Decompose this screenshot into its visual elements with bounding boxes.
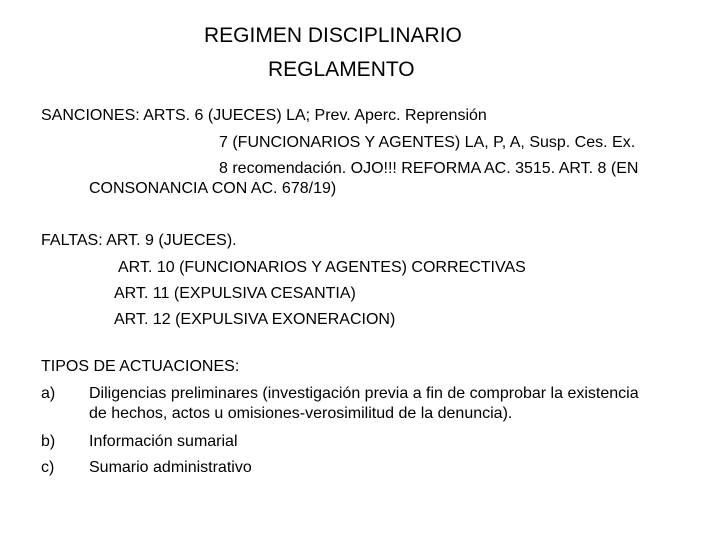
page-subtitle: REGLAMENTO bbox=[268, 58, 415, 81]
faltas-line: FALTAS: ART. 9 (JUECES). bbox=[41, 232, 237, 249]
list-marker: c) bbox=[41, 459, 55, 476]
list-item-text: Diligencias preliminares (investigación previa a fin de comprobar la existencia bbox=[89, 385, 639, 402]
list-item-text: Información sumarial bbox=[89, 433, 238, 450]
faltas-line: ART. 10 (FUNCIONARIOS Y AGENTES) CORRECTIVAS bbox=[118, 259, 526, 276]
faltas-line: ART. 11 (EXPULSIVA CESANTIA) bbox=[114, 285, 356, 302]
sanciones-line: CONSONANCIA CON AC. 678/19) bbox=[89, 180, 337, 197]
page-title: REGIMEN DISCIPLINARIO bbox=[204, 24, 462, 47]
sanciones-line: 8 recomendación. OJO!!! REFORMA AC. 3515. ART. 8 (EN bbox=[219, 160, 639, 177]
list-item-text: de hechos, actos u omisiones-verosimilitud de la denuncia). bbox=[89, 405, 513, 422]
sanciones-line: 7 (FUNCIONARIOS Y AGENTES) LA, P, A, Susp. Ces. Ex. bbox=[219, 134, 636, 151]
faltas-line: ART. 12 (EXPULSIVA EXONERACION) bbox=[114, 311, 396, 328]
list-marker: a) bbox=[41, 385, 56, 402]
list-marker: b) bbox=[41, 433, 56, 450]
tipos-heading: TIPOS DE ACTUACIONES: bbox=[41, 358, 240, 375]
list-item-text: Sumario administrativo bbox=[89, 459, 252, 476]
sanciones-line: SANCIONES: ARTS. 6 (JUECES) LA; Prev. Aperc. Reprensión bbox=[41, 107, 487, 124]
